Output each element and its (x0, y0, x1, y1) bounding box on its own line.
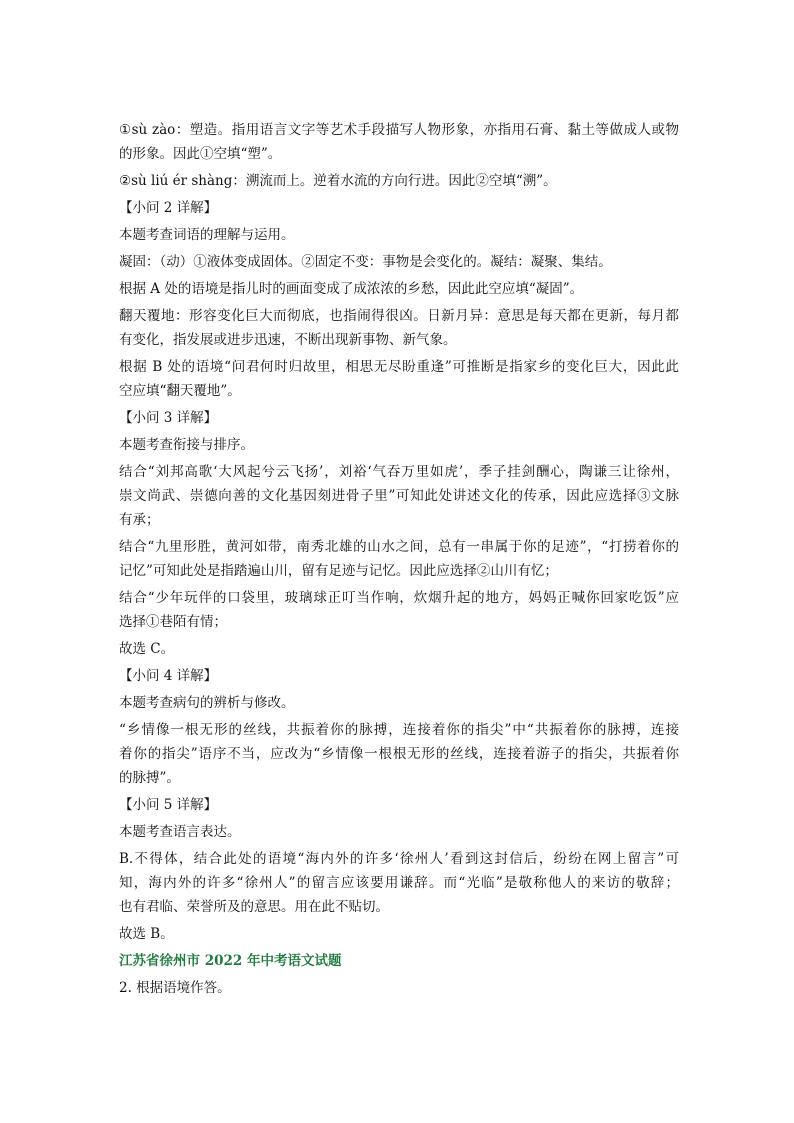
text-line: 故选 B。 (119, 926, 174, 942)
paragraph (119, 433, 679, 457)
text-line: 2. 根据语境作答。 (119, 980, 231, 996)
document-page (119, 118, 679, 1003)
text-line: 结合“九里形胜，黄河如带，南秀北雄的山水之间，总有一串属于你的足迹”，“打捞着你的 (119, 539, 679, 555)
text-line: 根据 A 处的语境是指儿时的画面变成了成浓浓的乡愁，因此此空应填“凝固”。 (119, 281, 584, 297)
paragraph (119, 304, 679, 352)
text-line: 本题考查语言表达。 (119, 824, 241, 840)
subquestion-3-heading: 【小问 3 详解】 (119, 410, 218, 426)
paragraph (119, 277, 679, 301)
text-line: 有承； (119, 512, 160, 528)
paragraph (119, 250, 679, 274)
subquestion-5-heading: 【小问 5 详解】 (119, 797, 218, 813)
paragraph (119, 847, 679, 919)
paragraph (119, 922, 679, 946)
paragraph (119, 460, 679, 532)
text-line: 的脉搏”。 (119, 770, 180, 786)
text-line: 本题考查词语的理解与运用。 (119, 227, 295, 243)
exam-section-title: 江苏省徐州市 2022 年中考语文试题 (119, 953, 342, 969)
text-line: 也有君临、荣誉所及的意思。用在此不贴切。 (119, 899, 389, 915)
text-line: “乡情像一根无形的丝线，共振着你的脉搏，连接着你的指尖”中“共振着你的脉搏，连接 (119, 722, 679, 738)
text-line: 着你的指尖”语序不当，应改为“乡情像一根根无形的丝线，连接着游子的指尖，共振着你 (119, 746, 679, 762)
question-2-prompt (119, 976, 679, 1000)
text-line: ②sù liú ér shàng：溯流而上。逆着水流的方向行进。因此②空填“溯”。 (119, 173, 557, 189)
text-line: ①sù zào：塑造。指用语言文字等艺术手段描写人物形象，亦指用石膏、黏土等做成人或物 (119, 122, 679, 138)
paragraph (119, 718, 679, 790)
paragraph (119, 535, 679, 583)
subquestion-4-heading: 【小问 4 详解】 (119, 668, 218, 684)
text-line: 有变化，指发展或进步迅速，不断出现新事物、新气象。 (119, 332, 457, 348)
paragraph (119, 586, 679, 634)
text-line: 的形象。因此①空填“塑”。 (119, 146, 282, 162)
paragraph (119, 223, 679, 247)
text-line: 知，海内外的许多“徐州人”的留言应该要用谦辞。而“光临”是敬称他人的来访的敬辞； (119, 875, 679, 891)
text-line: 结合“少年玩伴的口袋里，玻璃球正叮当作响，炊烟升起的地方，妈妈正喊你回家吃饭”应 (119, 590, 679, 606)
paragraph (119, 355, 679, 403)
answer-paragraph-suzao (119, 118, 679, 166)
text-line: 翻天覆地：形容变化巨大而彻底，也指闹得很凶。日新月异：意思是每天都在更新，每月都 (119, 308, 679, 324)
text-line: 结合“刘邦高歌‘大风起兮云飞扬’，刘裕‘气吞万里如虎’，季子挂剑酬心，陶谦三让徐州， (119, 464, 679, 480)
text-line: 根据 B 处的语境“问君何时归故里，相思无尽盼重逢”可推断是指家乡的变化巨大，因此此 (119, 359, 679, 375)
text-line: 本题考查衔接与排序。 (119, 437, 254, 453)
paragraph (119, 820, 679, 844)
paragraph (119, 691, 679, 715)
text-line: B.不得体，结合此处的语境“海内外的许多‘徐州人’看到这封信后，纷纷在网上留言”可 (119, 851, 679, 867)
text-line: 本题考查病句的辨析与修改。 (119, 695, 295, 711)
text-line: 记忆”可知此处是指踏遍山川，留有足迹与记忆。因此应选择②山川有忆； (119, 563, 558, 579)
answer-paragraph-suliu (119, 169, 679, 193)
subquestion-2-heading: 【小问 2 详解】 (119, 200, 218, 216)
text-line: 故选 C。 (119, 641, 175, 657)
text-line: 空应填“翻天覆地”。 (119, 383, 241, 399)
text-line: 崇文尚武、崇德向善的文化基因刻进骨子里”可知此处讲述文化的传承，因此应选择③文脉 (119, 488, 679, 504)
text-line: 选择①巷陌有情； (119, 614, 227, 630)
paragraph (119, 637, 679, 661)
text-line: 凝固：（动）①液体变成固体。②固定不变：事物是会变化的。凝结：凝聚、集结。 (119, 254, 612, 270)
